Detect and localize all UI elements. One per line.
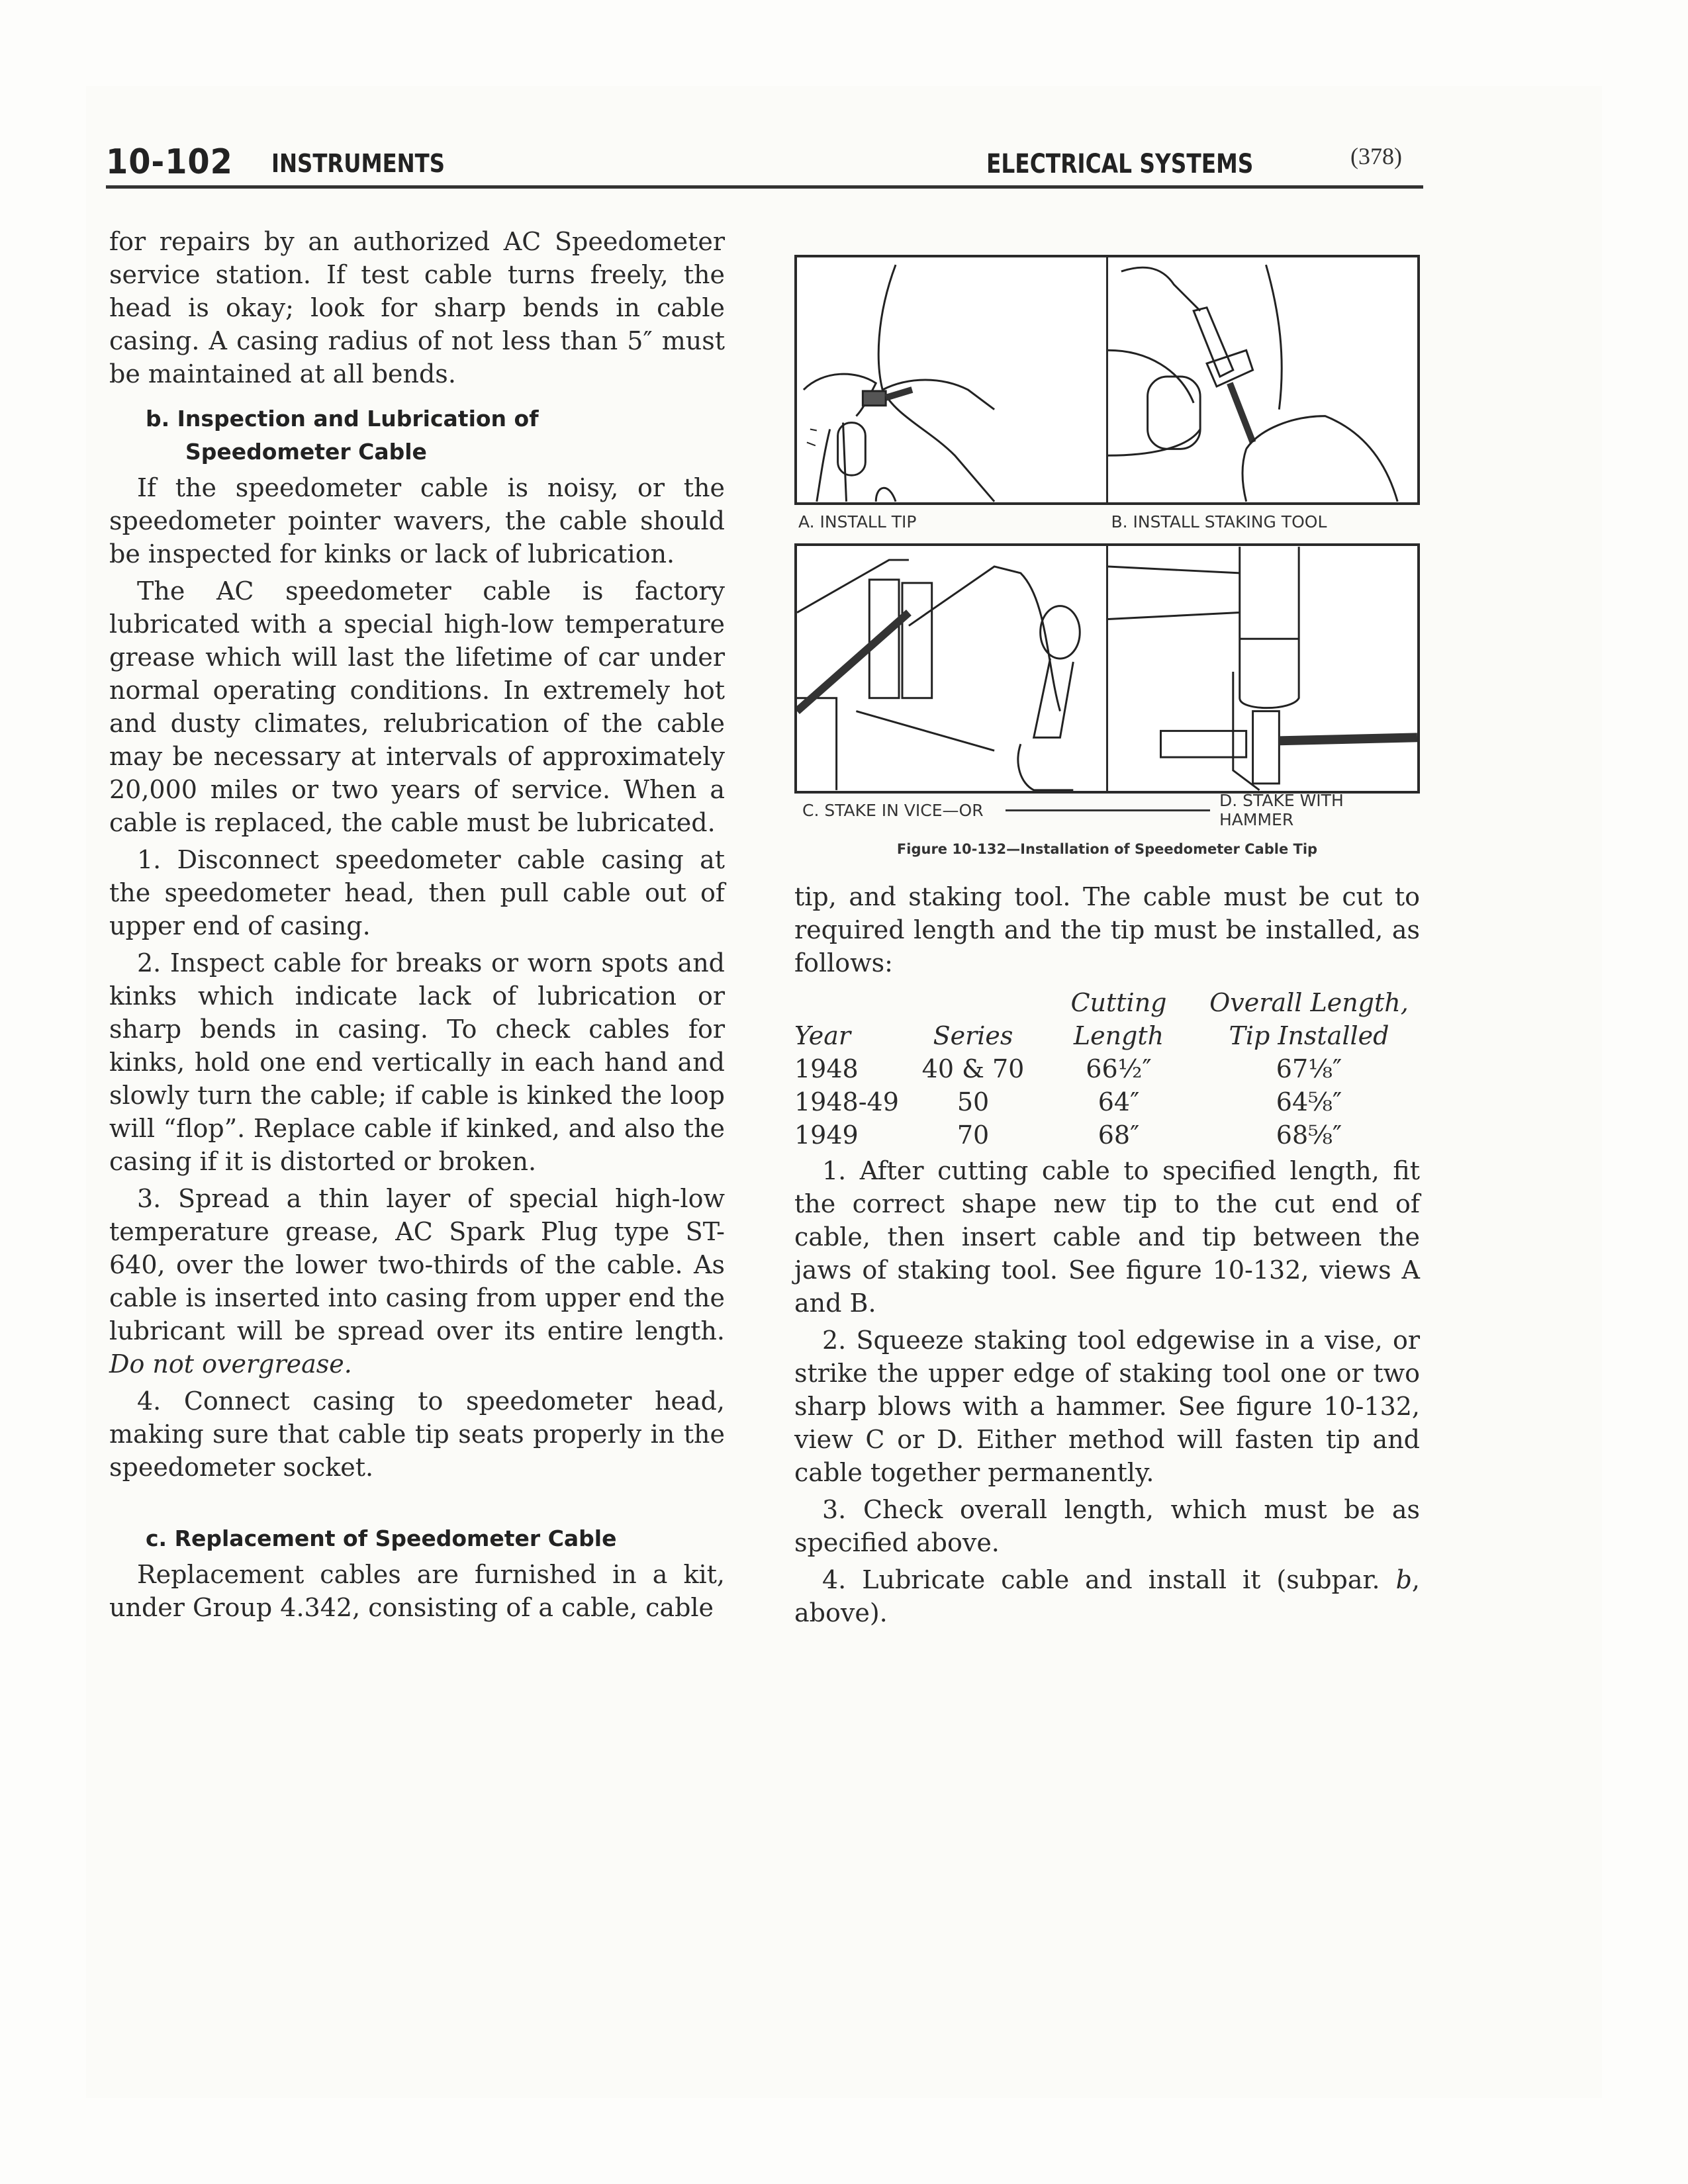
replacement-step-2: 2. Squeeze staking tool edgewise in a vise, or strike the upper edge of staking tool one or two sharp blows with a hammer. See figure 10-132, view C or D. Either method will fasten tip and cable together permanently.	[794, 1326, 1420, 1487]
figure-captions-top	[794, 505, 1420, 538]
col-overall-line2: Tip Installed	[1229, 1021, 1389, 1050]
panel-b-label: B. INSTALL STAKING TOOL	[1111, 512, 1327, 531]
table-row: 1949 70 68″ 68⅝″	[794, 1120, 1342, 1150]
panel-c-label: C. STAKE IN VICE—OR	[802, 800, 984, 820]
intro-paragraph: for repairs by an authorized AC Speedometer service station. If test cable turns freely, the head is okay; look for sharp bends in cable casing. A casing radius of not less than 5″ must be maintained at all bends.	[109, 227, 725, 388]
figure-10-132	[794, 255, 1420, 857]
figure-captions-bottom	[794, 791, 1420, 829]
col-year: Year	[794, 1021, 851, 1050]
col-cutting-line2: Length	[1073, 1021, 1164, 1050]
section-b-step-1: 1. Disconnect speedometer cable casing at the speedometer head, then pull cable out of upper end of casing.	[109, 845, 725, 940]
replacement-step-4: 4. Lubricate cable and install it (subpar. b, above).	[794, 1565, 1420, 1627]
cable-length-table	[794, 986, 1420, 1152]
chapter-title: ELECTRICAL SYSTEMS	[986, 149, 1254, 179]
table-header-row-1	[794, 986, 1420, 1019]
figure-row-bottom	[794, 543, 1420, 794]
section-c-paragraph-1: Replacement cables are furnished in a kit, under Group 4.342, consisting of a cable, cable	[109, 1560, 725, 1622]
right-column	[794, 880, 1420, 1629]
page-reference: (378)	[1350, 143, 1402, 169]
page-header	[106, 142, 1423, 189]
section-b-paragraph-1: If the speedometer cable is noisy, or the speedometer pointer wavers, the cable should be inspected for kinks or lack of lubrication.	[109, 473, 725, 569]
table-header-row-2	[794, 1019, 1420, 1052]
section-b-step-4: 4. Connect casing to speedometer head, making sure that cable tip seats properly in the speedometer socket.	[109, 1387, 725, 1482]
table-row: 1948 40 & 70 66½″ 67⅛″	[794, 1054, 1342, 1083]
section-b-step-3: 3. Spread a thin layer of special high-low temperature grease, AC Spark Plug type ST-640, over the lower two-thirds of the cable. As cable is inserted into casing from upper end the lubricant will be spread over its entire length. Do not overgrease.	[109, 1184, 725, 1379]
panel-d-stake-with-hammer-illustration	[1106, 546, 1417, 791]
caption-connector-line	[1006, 809, 1210, 811]
col-series: Series	[933, 1021, 1013, 1050]
replacement-step-1: 1. After cutting cable to specified length, fit the correct shape new tip to the cut end of cable, then insert cable and tip between the jaws of staking tool. See figure 10-132, views A and B.	[794, 1156, 1420, 1318]
panel-a-install-tip-illustration	[797, 257, 1106, 502]
left-column	[109, 225, 725, 1624]
panel-b-install-staking-tool-illustration	[1106, 257, 1417, 502]
panel-d-label: D. STAKE WITH HAMMER	[1219, 791, 1344, 829]
panel-c-stake-in-vice-illustration	[797, 546, 1106, 791]
continuation-paragraph: tip, and staking tool. The cable must be cut to required length and the tip must be installed, as follows:	[794, 882, 1420, 978]
section-b-heading: b. Inspection and Lubrication of Speedometer Cable	[146, 406, 539, 465]
section-b-paragraph-2: The AC speedometer cable is factory lubricated with a special high-low temperature grease which will last the lifetime of car under normal operating conditions. In extremely hot and dusty climates, relubrication of the cable may be necessary at intervals of approximately 20,000 miles or two years of service. When a cable is replaced, the cable must be lubricated.	[109, 576, 725, 837]
section-title: INSTRUMENTS	[271, 149, 445, 178]
table-row: 1948-49 50 64″ 64⅝″	[794, 1087, 1342, 1116]
section-c-heading: c. Replacement of Speedometer Cable	[146, 1525, 617, 1551]
figure-caption: Figure 10-132—Installation of Speedometer Cable Tip	[896, 841, 1318, 857]
warning-italic: Do not overgrease.	[109, 1349, 352, 1379]
figure-row-top	[794, 255, 1420, 505]
replacement-step-3: 3. Check overall length, which must be as specified above.	[794, 1495, 1420, 1557]
panel-a-label: A. INSTALL TIP	[798, 512, 917, 531]
col-cutting-line1: Cutting	[1070, 988, 1167, 1017]
page-number: 10-102	[106, 142, 233, 182]
header-rule	[106, 185, 1423, 189]
section-b-step-2: 2. Inspect cable for breaks or worn spots and kinks which indicate lack of lubrication or sharp bends in casing. To check cables for kinks, hold one end vertically in each hand and slowly turn the cable; if cable is kinked the loop will “flop”. Replace cable if kinked, and also the casing if it is distorted or broken.	[109, 948, 725, 1176]
col-overall-line1: Overall Length,	[1209, 988, 1409, 1017]
